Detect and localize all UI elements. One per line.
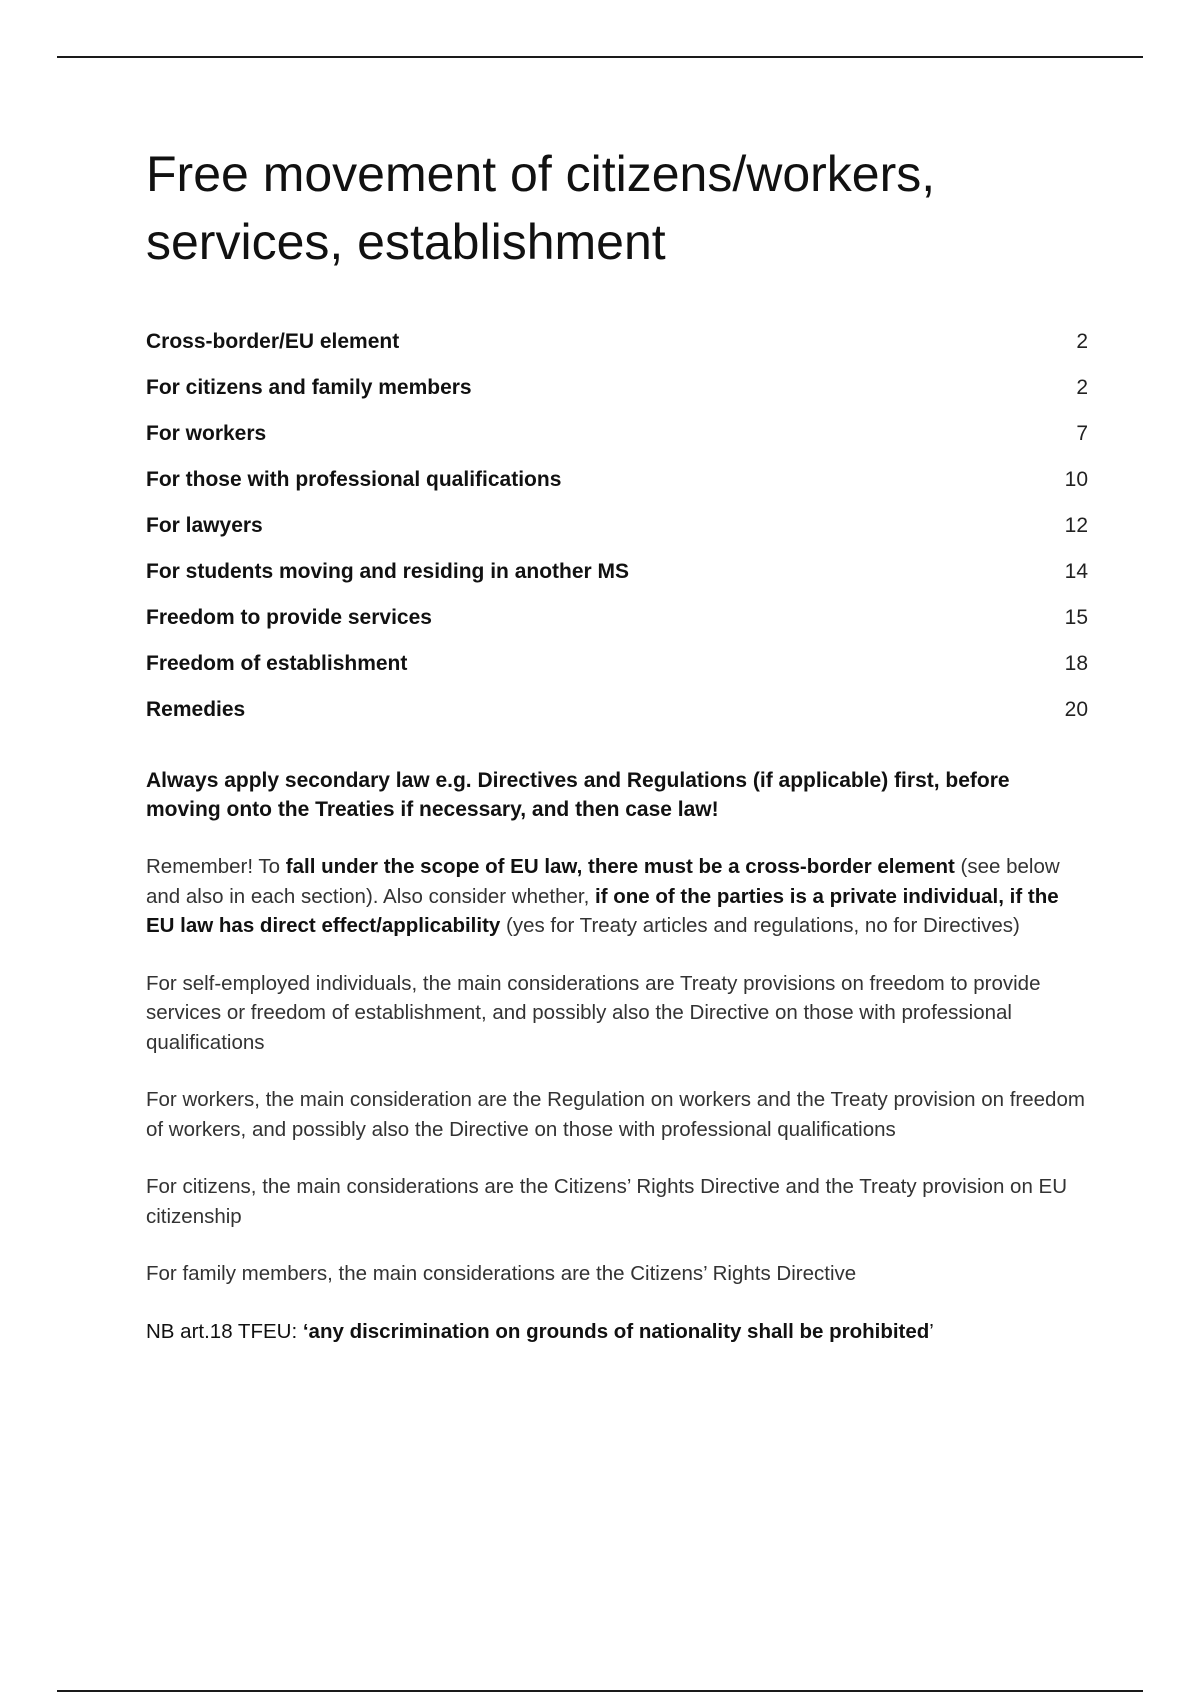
toc-entry-label: Cross-border/EU element xyxy=(146,330,400,353)
toc-entry-label: Freedom to provide services xyxy=(146,606,432,629)
toc-entry-page: 2 xyxy=(1076,376,1088,399)
toc-entry-page: 18 xyxy=(1064,652,1088,675)
workers-paragraph: For workers, the main consideration are the Regulation on workers and the Treaty provision on freedom of workers, and possibly also the Directive on those with professional qualifications xyxy=(146,1088,1085,1141)
page-title xyxy=(146,140,1088,276)
header-rule xyxy=(57,56,1143,58)
remember-text-3: (yes for Treaty articles and regulations, no for Directives) xyxy=(500,914,1020,937)
remember-bold-1: fall under the scope of EU law, there must be a cross-border element xyxy=(285,855,955,878)
toc-entry-page: 15 xyxy=(1064,606,1088,629)
remember-paragraph xyxy=(146,852,1088,941)
toc-entry-label: Freedom of establishment xyxy=(146,652,408,675)
toc-entry-page: 10 xyxy=(1064,468,1088,491)
nb-prefix: NB art.18 TFEU: xyxy=(146,1319,303,1343)
self-employed-paragraph: For self-employed individuals, the main considerations are Treaty provisions on freedom to provide services or freedom of establishment, and possibly also the Directive on those with professional qualifications xyxy=(146,971,1041,1054)
toc-entry[interactable] xyxy=(146,468,1088,514)
toc-entry-label: For citizens and family members xyxy=(146,376,472,399)
title-line-2: services, establishment xyxy=(146,214,666,270)
toc-entry-page: 2 xyxy=(1076,330,1088,353)
nb-close-quote: ’ xyxy=(929,1319,934,1343)
toc-entry-label: For lawyers xyxy=(146,514,263,537)
table-of-contents xyxy=(146,330,1088,744)
toc-entry-page: 12 xyxy=(1064,514,1088,537)
toc-entry-page: 7 xyxy=(1076,422,1088,445)
nb-quote: any discrimination on grounds of nationality shall be prohibited xyxy=(308,1319,930,1343)
document-body xyxy=(146,140,1088,1346)
toc-entry-page: 14 xyxy=(1064,560,1088,583)
remember-text-1: Remember! To xyxy=(146,855,286,878)
nb-paragraph xyxy=(146,1317,1088,1347)
toc-entry[interactable] xyxy=(146,376,1088,422)
toc-entry[interactable] xyxy=(146,698,1088,744)
footer-rule xyxy=(57,1690,1143,1692)
toc-entry[interactable] xyxy=(146,652,1088,698)
toc-entry-label: For students moving and residing in another MS xyxy=(146,560,630,583)
toc-entry-label: For workers xyxy=(146,422,267,445)
remember-text-2: (see below and also in each section). Also consider whether, xyxy=(146,855,1060,908)
family-members-paragraph: For family members, the main considerations are the Citizens’ Rights Directive xyxy=(146,1262,857,1285)
remember-bold-2: if one of the parties is a private individual, if the EU law has direct effect/applicability xyxy=(146,884,1059,937)
toc-entry[interactable] xyxy=(146,560,1088,606)
toc-entry[interactable] xyxy=(146,514,1088,560)
lead-note: Always apply secondary law e.g. Directives and Regulations (if applicable) first, before moving onto the Treaties if necessary, and then case law! xyxy=(146,769,1010,821)
nb-open-quote: ‘ xyxy=(302,1319,309,1343)
toc-entry-label: For those with professional qualifications xyxy=(146,468,562,491)
toc-entry-label: Remedies xyxy=(146,698,246,721)
toc-entry[interactable] xyxy=(146,606,1088,652)
toc-entry[interactable] xyxy=(146,330,1088,376)
citizens-paragraph: For citizens, the main considerations are the Citizens’ Rights Directive and the Treaty provision on EU citizenship xyxy=(146,1175,1068,1228)
toc-entry-page: 20 xyxy=(1064,698,1088,721)
toc-entry[interactable] xyxy=(146,422,1088,468)
title-line-1: Free movement of citizens/workers, xyxy=(146,146,936,202)
